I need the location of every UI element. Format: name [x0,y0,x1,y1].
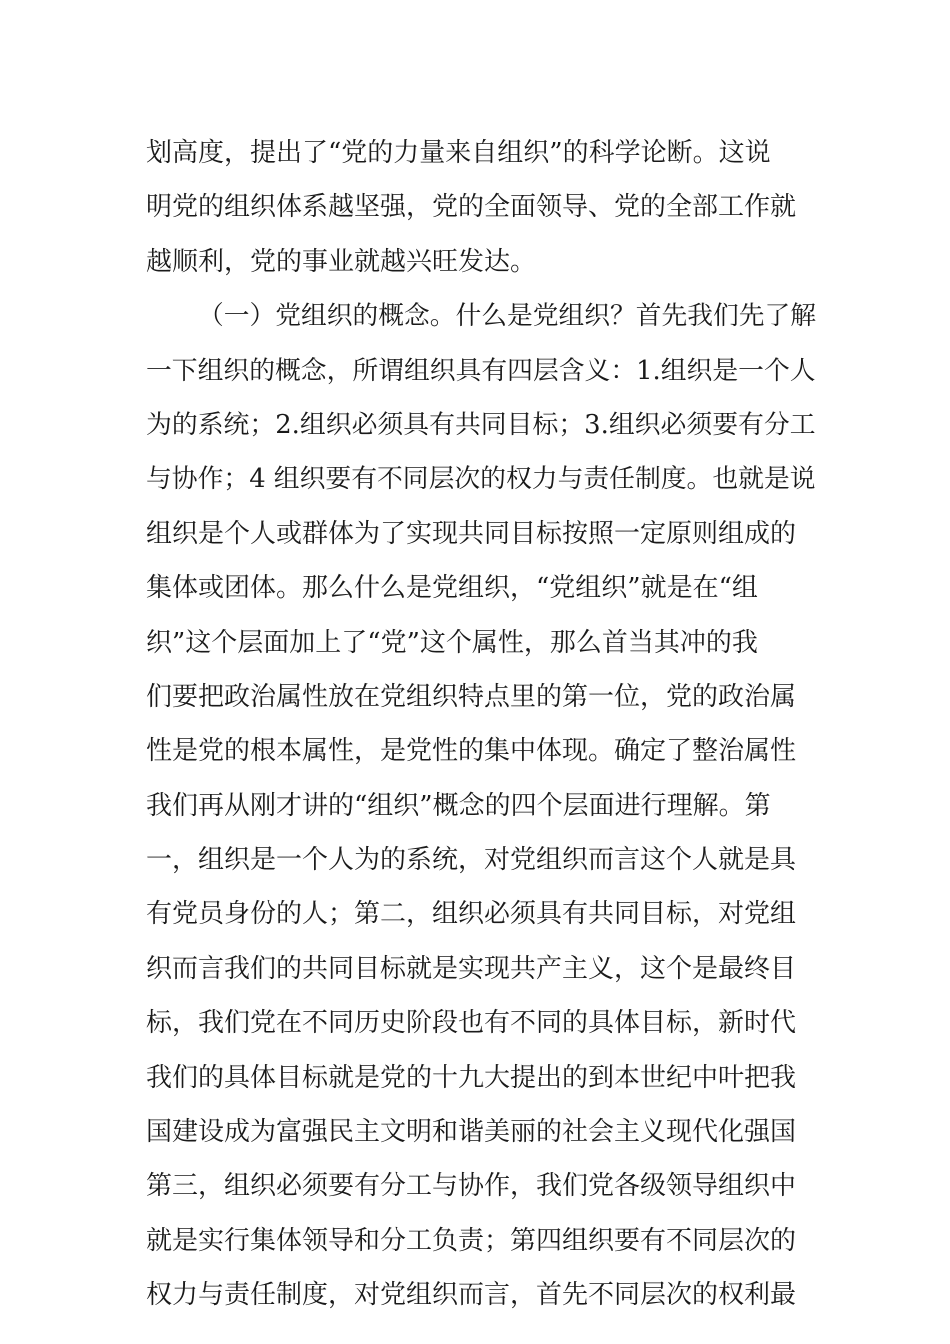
text-line: 权力与责任制度，对党组织而言，首先不同层次的权利最 [146,1280,797,1311]
text-line: 明党的组织体系越坚强，党的全面领导、党的全部工作就 [146,192,797,223]
text-line: 组织是个人或群体为了实现共同目标按照一定原则组成的 [146,518,797,549]
text-line: 一下组织的概念，所谓组织具有四层含义：1.组织是一个人 [146,355,816,386]
text-line: 一，组织是一个人为的系统，对党组织而言这个人就是具 [146,845,797,876]
text-line: 有党员身份的人；第二，组织必须具有共同目标，对党组 [146,899,797,930]
text-line: 性是党的根本属性，是党性的集中体现。确定了整治属性 [146,736,797,767]
text-line: 越顺利，党的事业就越兴旺发达。 [146,246,537,277]
text-line: 织”这个层面加上了“党”这个属性，那么首当其冲的我 [146,627,758,658]
text-line: 划高度，提出了“党的力量来自组织”的科学论断。这说 [146,138,771,168]
text-line: 与协作；4 组织要有不同层次的权力与责任制度。也就是说 [146,464,816,495]
text-line: 第三，组织必须要有分工与协作，我们党各级领导组织中 [146,1171,797,1202]
body-text [146,126,816,1323]
text-line: 们要把政治属性放在党组织特点里的第一位，党的政治属 [146,681,797,712]
text-line: 织而言我们的共同目标就是实现共产主义，这个是最终目 [146,953,797,984]
text-line: 标，我们党在不同历史阶段也有不同的具体目标，新时代 [146,1008,797,1039]
text-line: 国建设成为富强民主文明和谐美丽的社会主义现代化强国 [146,1117,797,1148]
text-line: 我们的具体目标就是党的十九大提出的到本世纪中叶把我 [146,1062,797,1093]
text-line: 为的系统；2.组织必须具有共同目标；3.组织必须要有分工 [146,409,816,440]
text-line: 集体或团体。那么什么是党组织，“党组织”就是在“组 [146,573,758,604]
text-line: 我们再从刚才讲的“组织”概念的四个层面进行理解。第 [146,790,771,821]
text-line: 就是实行集体领导和分工负责；第四组织要有不同层次的 [146,1225,797,1256]
paragraph-heading-line: （一）党组织的概念。什么是党组织？首先我们先了解 [198,301,816,332]
